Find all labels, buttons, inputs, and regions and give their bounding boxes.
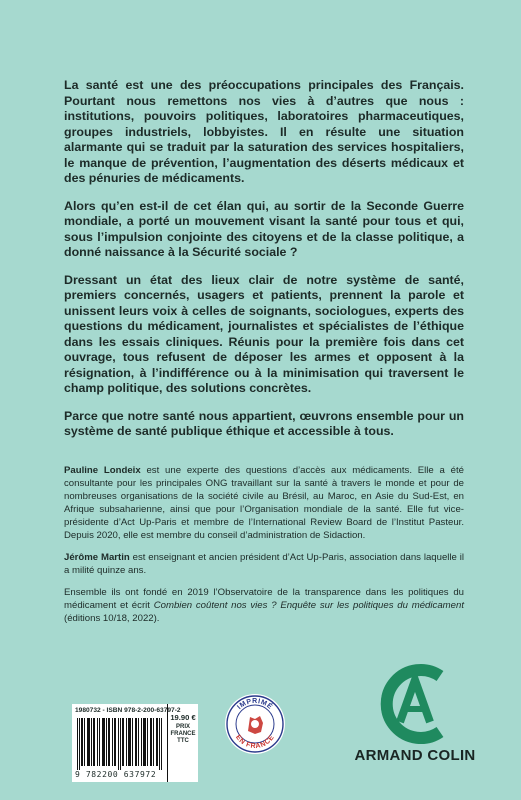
author-bio-2-text: est enseignant et ancien président d’Act Up-Paris, association dans laquelle il a milité quinze ans.	[64, 552, 465, 576]
price-amount: 19.90 €	[170, 713, 196, 722]
price-label-1: PRIX	[175, 724, 190, 730]
price-label-3: TTC	[177, 738, 189, 744]
author-bios	[64, 464, 464, 634]
price-box	[167, 704, 198, 782]
barcode-number: 9 782200 637972	[75, 770, 157, 779]
seal-bottom-text: EN FRANCE	[234, 733, 276, 751]
seal-top-text: IMPRIMÉ	[236, 698, 274, 712]
blurb-paragraph-4: Parce que notre santé nous appartient, œuvrons ensemble pour un système de santé publique éthique et accessible à tous.	[64, 408, 464, 438]
blurb-paragraph-1: La santé est une des préoccupations principales des Français. Pourtant nous remettons nos vies à d’autres que nous : institutions, pouvoirs politiques, laboratoires pharmaceutiques, groupes industriels, lobbyistes. Il en résulte une situation alarmante qui se traduit par la saturation des services hospitaliers, le manque de prévention, l’augmentation des déserts médicaux et des pénuries de médicaments.	[64, 78, 464, 185]
joint-bio-text: Ensemble ils ont fondé en 2019 l’Observatoire de la transparence dans les politiques du médicament et écrit	[64, 587, 464, 611]
blurb-paragraph-2: Alors qu’en est-il de cet élan qui, au sortir de la Seconde Guerre mondiale, a porté un mouvement visant la santé pour tous et qui, sous l’impulsion conjointe des citoyens et de la classe politique, a donné naissance à la Sécurité sociale ?	[64, 198, 464, 259]
back-cover-blurb	[64, 78, 464, 452]
barcode-bars	[77, 718, 163, 770]
author-bio-2	[64, 551, 464, 577]
isbn-line: 1980732 - ISBN 978-2-200-63797-2	[75, 707, 181, 714]
joint-book-title: Combien coûtent nos vies ? Enquête sur les politiques du médicament	[153, 600, 464, 611]
author-name-1: Pauline Londeix	[64, 465, 141, 476]
author-bio-1-text: est une experte des questions d’accès aux médicaments. Elle a été consultante pour les principales ONG travaillant sur la santé à travers le monde et pour de nombreuses organisations de la société civile au Brésil, au Maroc, en Asie du Sud-Est, en Afrique subsaharienne, ainsi que pour l’Organisation mondiale de la santé. Elle fut vice-présidente d’Act Up-Paris et membre de l’International Review Board de l’Institut Pasteur. Depuis 2020, elle est membre du conseil d’administration de Sidaction.	[64, 465, 464, 541]
price-label-2: FRANCE	[170, 731, 196, 737]
imprime-en-france-seal	[224, 693, 286, 755]
joint-bio	[64, 586, 464, 625]
blurb-paragraph-3: Dressant un état des lieux clair de notre système de santé, premiers concernés, usagers et patients, prennent la parole et unissent leurs voix à celles de soignants, sociologues, experts des questions du médicament, journalistes et spécialistes de l’éthique dans les essais cliniques. Réunis pour la première fois dans cet ouvrage, tous refusent de déposer les armes et opposent à la résignation, à l’indifférence ou à la minimisation qui traversent le champ politique, des solutions concrètes.	[64, 272, 464, 395]
publisher-name: ARMAND COLIN	[354, 747, 476, 764]
armand-colin-logo-icon	[348, 662, 482, 746]
barcode-label	[72, 704, 198, 782]
author-bio-1	[64, 464, 464, 542]
joint-bio-end: (éditions 10/18, 2022).	[64, 613, 160, 624]
author-name-2: Jérôme Martin	[64, 552, 130, 563]
